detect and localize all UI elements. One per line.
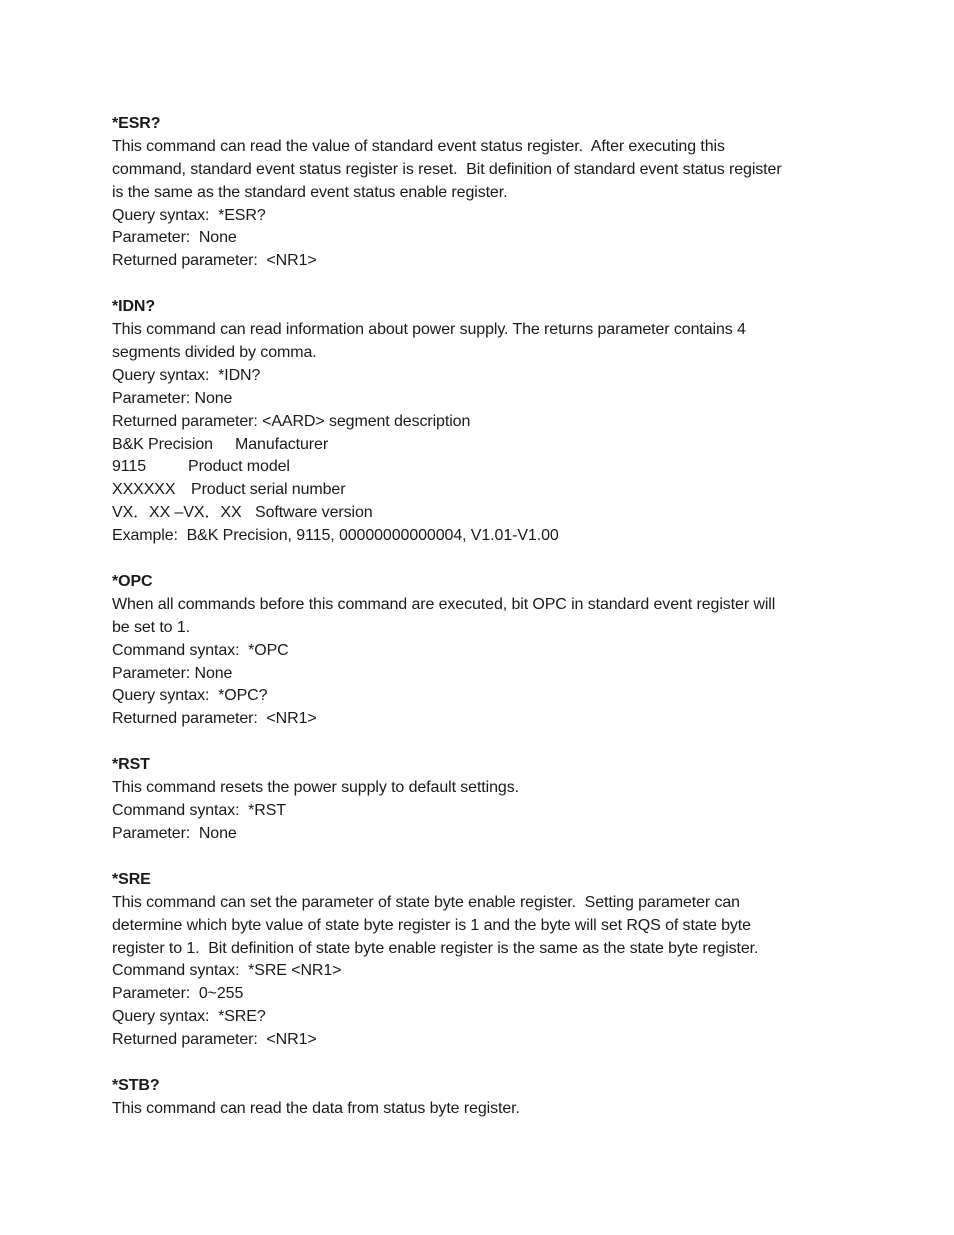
description-line: be set to 1. [112, 618, 190, 636]
segment-value: 9115 [112, 458, 147, 476]
description-line: This command can set the parameter of state byte enable register. Setting parameter can [112, 893, 740, 911]
command-syntax: Command syntax: *RST [112, 802, 286, 820]
parameter: Parameter: None [112, 229, 237, 247]
description-line: This command can read information about power supply. The returns parameter contains 4 [112, 321, 746, 339]
section-stb [112, 1075, 852, 1121]
description-line: segments divided by comma. [112, 344, 317, 362]
segment-description: Product model [188, 458, 290, 476]
segment-description: Manufacturer [235, 435, 329, 453]
section-heading: *IDN? [112, 298, 156, 316]
section-heading: *OPC [112, 573, 153, 591]
section-description [112, 136, 852, 205]
returned-parameter: Returned parameter: <AARD> segment description [112, 412, 471, 430]
section-description [112, 777, 852, 800]
section-rst [112, 754, 852, 846]
segment-description: Software version [255, 504, 373, 522]
segment-value: B&K Precision [112, 435, 213, 453]
query-syntax: Query syntax: *IDN? [112, 366, 261, 384]
segment-value: VX．XX –VX．XX [112, 504, 242, 522]
description-line: This command can read the value of standard event status register. After executing this [112, 137, 725, 155]
query-syntax: Query syntax: *SRE? [112, 1008, 266, 1026]
section-heading: *RST [112, 756, 150, 774]
parameter: Parameter: None [112, 824, 237, 842]
section-heading: *ESR? [112, 115, 161, 132]
section-heading: *STB? [112, 1076, 160, 1094]
section-description [112, 319, 852, 365]
query-syntax: Query syntax: *OPC? [112, 687, 268, 705]
section-idn [112, 296, 852, 548]
section-esr [112, 113, 852, 273]
segment-row [112, 456, 852, 479]
parameter: Parameter: None [112, 389, 233, 407]
segment-row [112, 479, 852, 502]
section-description [112, 1098, 852, 1121]
section-heading: *SRE [112, 870, 151, 888]
parameter: Parameter: None [112, 664, 233, 682]
description-line: register to 1. Bit definition of state byte enable register is the same as the state byte register. [112, 939, 759, 957]
command-syntax: Command syntax: *SRE <NR1> [112, 962, 342, 980]
returned-parameter: Returned parameter: <NR1> [112, 252, 317, 270]
section-description [112, 594, 852, 640]
example: Example: B&K Precision, 9115, 00000000000004, V1.01-V1.00 [112, 527, 559, 545]
command-syntax: Command syntax: *OPC [112, 641, 289, 659]
segment-description: Product serial number [191, 481, 346, 499]
section-opc [112, 571, 852, 731]
query-syntax: Query syntax: *ESR? [112, 206, 266, 224]
segment-value: XXXXXX [112, 481, 176, 499]
section-sre [112, 869, 852, 1052]
document-page [112, 113, 852, 1144]
returned-parameter: Returned parameter: <NR1> [112, 710, 317, 728]
description-line: This command can read the data from status byte register. [112, 1099, 520, 1117]
returned-parameter: Returned parameter: <NR1> [112, 1031, 317, 1049]
description-line: This command resets the power supply to default settings. [112, 779, 519, 797]
section-description [112, 892, 852, 961]
segment-row [112, 502, 852, 525]
parameter: Parameter: 0~255 [112, 985, 244, 1003]
description-line: command, standard event status register is reset. Bit definition of standard event status register [112, 160, 782, 178]
description-line: determine which byte value of state byte register is 1 and the byte will set RQS of state byte [112, 916, 751, 934]
description-line: is the same as the standard event status enable register. [112, 183, 508, 201]
description-line: When all commands before this command are executed, bit OPC in standard event register will [112, 595, 776, 613]
segment-row [112, 434, 852, 457]
